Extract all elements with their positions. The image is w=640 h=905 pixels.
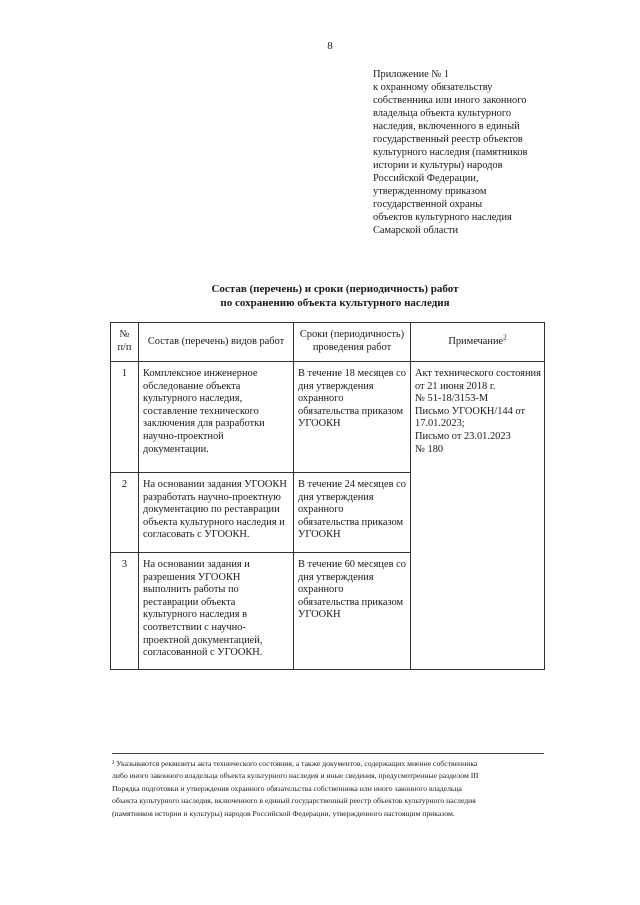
title-line: Состав (перечень) и сроки (периодичность) работ xyxy=(211,283,459,295)
footnote-separator xyxy=(112,753,544,754)
row-term xyxy=(294,473,411,553)
footnote-line: Порядка подготовки и утверждения охранного обязательства собственника или иного законного владельца xyxy=(112,783,462,793)
term-line: В течение 18 месяцев со xyxy=(298,368,406,379)
appendix-line: Самарской области xyxy=(373,225,459,236)
footnote-ref: 2 xyxy=(503,333,507,342)
term-line: УГООКН xyxy=(298,609,341,621)
note-line: № 180 xyxy=(415,443,444,455)
work-line: документацию по реставрации xyxy=(143,504,280,516)
term-line: дня утверждения xyxy=(298,491,374,503)
page-number: 8 xyxy=(327,40,333,52)
appendix-line: наследия, включенного в единый xyxy=(373,121,520,132)
note-line: Акт технического состояния xyxy=(415,368,541,379)
work-line: выполнить работы по xyxy=(143,584,239,596)
term-line: дня утверждения xyxy=(298,380,374,392)
header-work xyxy=(139,323,294,362)
appendix-line: государственной охраны xyxy=(373,199,483,210)
term-line: охранного xyxy=(298,584,344,596)
row-note xyxy=(411,362,545,670)
work-line: реставрации объекта xyxy=(143,596,236,608)
term-line: охранного xyxy=(298,393,344,405)
header-term-line: Сроки (периодичность) xyxy=(299,329,405,341)
work-line: соответствии с научно- xyxy=(143,621,246,633)
works-table xyxy=(110,322,545,670)
header-num xyxy=(111,323,139,362)
header-term-line: проведения работ xyxy=(312,342,392,353)
term-line: обязательства приказом xyxy=(298,405,404,417)
appendix-line: истории и культуры) народов xyxy=(373,160,503,171)
note-line: № 51-18/3153-М xyxy=(415,393,489,405)
term-line: охранного xyxy=(298,504,344,516)
work-line: Комплексное инженерное xyxy=(143,368,258,379)
work-line: заключения для разработки xyxy=(143,418,265,430)
header-num-line: № xyxy=(119,329,130,341)
appendix-line: владельца объекта культурного xyxy=(373,108,512,119)
work-line: проектной документацией, xyxy=(143,634,263,646)
row-num: 1 xyxy=(111,362,139,473)
note-line: 17.01.2023; xyxy=(415,418,465,430)
header-note xyxy=(411,323,545,362)
note-line: Письмо УГООКН/144 от xyxy=(415,405,525,417)
term-line: дня утверждения xyxy=(298,571,374,583)
term-line: В течение 24 месяцев со xyxy=(298,479,406,490)
work-line: составление технического xyxy=(143,405,259,417)
work-line: научно-проектной xyxy=(143,430,224,442)
appendix-line: Приложение № 1 xyxy=(373,69,450,80)
appendix-line: государственный реестр объектов xyxy=(373,134,523,145)
work-line: объекта культурного наследия и xyxy=(143,516,285,528)
row-work xyxy=(139,362,294,473)
appendix-line: объектов культурного наследия xyxy=(373,212,512,223)
work-line: разрешения УГООКН xyxy=(143,571,241,583)
footnote-line: (памятников истории и культуры) народов Российской Федерации, утвержденного настоящим приказом. xyxy=(112,808,455,818)
header-note-label: Примечание xyxy=(448,335,504,347)
work-line: культурного наследия, xyxy=(143,393,243,405)
row-term xyxy=(294,553,411,670)
header-work-label: Состав (перечень) видов работ xyxy=(147,335,285,347)
work-line: документации. xyxy=(143,443,209,455)
row-num: 2 xyxy=(111,473,139,553)
term-line: УГООКН xyxy=(298,529,341,541)
footnote xyxy=(112,758,552,820)
note-line: от 21 июня 2018 г. xyxy=(415,380,496,392)
document-title xyxy=(110,282,560,310)
term-line: УГООКН xyxy=(298,418,341,430)
work-line: обследование объекта xyxy=(143,380,241,392)
work-line: разработать научно-проектную xyxy=(143,491,281,503)
work-line: культурного наследия в xyxy=(143,609,248,621)
appendix-line: утвержденному приказом xyxy=(373,186,487,197)
appendix-header xyxy=(373,68,573,237)
appendix-line: собственника или иного законного xyxy=(373,95,527,106)
term-line: В течение 60 месяцев со xyxy=(298,559,406,570)
footnote-line: ² Указываются реквизиты акта технического состояния, а также документов, содержащих мнение собственника xyxy=(112,759,478,768)
term-line: обязательства приказом xyxy=(298,516,404,528)
table-row xyxy=(111,362,545,473)
work-line: согласовать с УГООКН. xyxy=(143,529,250,541)
row-term xyxy=(294,362,411,473)
footnote-line: объекта культурного наследия, включенного в единый государственный реестр объектов культурного наследия xyxy=(112,796,476,806)
row-work xyxy=(139,553,294,670)
work-line: На основании задания УГООКН xyxy=(143,479,287,490)
title-line: по сохранению объекта культурного наследия xyxy=(220,297,450,309)
row-work xyxy=(139,473,294,553)
header-term xyxy=(294,323,411,362)
appendix-line: культурного наследия (памятников xyxy=(373,147,528,158)
header-num-line: п/п xyxy=(117,342,132,353)
appendix-line: Российской Федерации, xyxy=(373,173,479,184)
term-line: обязательства приказом xyxy=(298,596,404,608)
work-line: На основании задания и xyxy=(143,559,250,570)
footnote-line: либо иного законного владельца объекта культурного наследия и иные сведения, предусмотренные разделом III xyxy=(112,771,479,781)
note-line: Письмо от 23.01.2023 xyxy=(415,430,511,442)
table-header-row xyxy=(111,323,545,362)
appendix-line: к охранному обязательству xyxy=(373,82,493,93)
work-line: согласованной с УГООКН. xyxy=(143,647,263,659)
row-num: 3 xyxy=(111,553,139,670)
